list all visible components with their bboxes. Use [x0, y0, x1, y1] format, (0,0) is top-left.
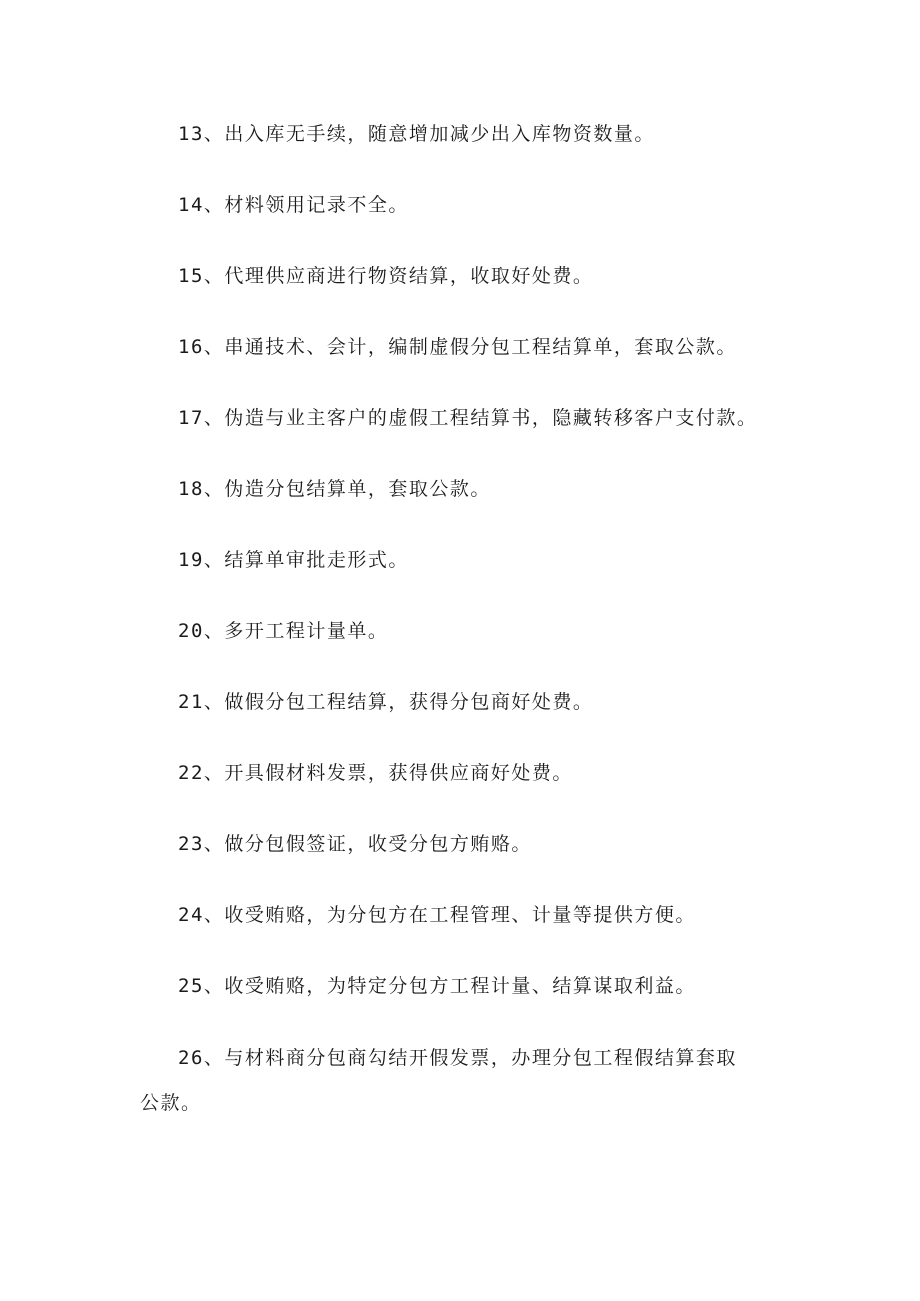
list-item-19 — [140, 538, 760, 583]
list-item-18 — [140, 467, 760, 512]
list-item-22 — [140, 751, 760, 796]
list-item-text: 18、伪造分包结算单，套取公款。 — [178, 478, 491, 500]
list-item-text: 14、材料领用记录不全。 — [178, 194, 409, 216]
list-item-text: 19、结算单审批走形式。 — [178, 549, 409, 571]
list-item-26 — [140, 1036, 750, 1126]
list-item-text: 16、串通技术、会计，编制虚假分包工程结算单，套取公款。 — [178, 336, 737, 358]
list-item-25 — [140, 964, 760, 1009]
list-item-16 — [140, 325, 760, 370]
list-item-text: 17、伪造与业主客户的虚假工程结算书，隐藏转移客户支付款。 — [178, 407, 758, 429]
list-item-17 — [140, 396, 760, 441]
list-item-15 — [140, 254, 760, 299]
list-item-text: 15、代理供应商进行物资结算，收取好处费。 — [178, 265, 594, 287]
list-item-text: 24、收受贿赂，为分包方在工程管理、计量等提供方便。 — [178, 904, 696, 926]
list-item-text: 20、多开工程计量单。 — [178, 620, 389, 642]
list-item-text: 13、出入库无手续，随意增加减少出入库物资数量。 — [178, 123, 655, 145]
list-item-23 — [140, 822, 760, 867]
list-item-text: 23、做分包假签证，收受分包方贿赂。 — [178, 833, 532, 855]
list-item-text: 26、与材料商分包商勾结开假发票，办理分包工程假结算套取公款。 — [140, 1047, 737, 1114]
list-item-21 — [140, 680, 760, 725]
list-item-13 — [140, 112, 760, 157]
list-item-14 — [140, 183, 760, 228]
list-item-text: 25、收受贿赂，为特定分包方工程计量、结算谋取利益。 — [178, 975, 696, 997]
list-item-text: 22、开具假材料发票，获得供应商好处费。 — [178, 762, 573, 784]
list-item-text: 21、做假分包工程结算，获得分包商好处费。 — [178, 691, 594, 713]
list-item-24 — [140, 893, 760, 938]
list-item-20 — [140, 609, 760, 654]
